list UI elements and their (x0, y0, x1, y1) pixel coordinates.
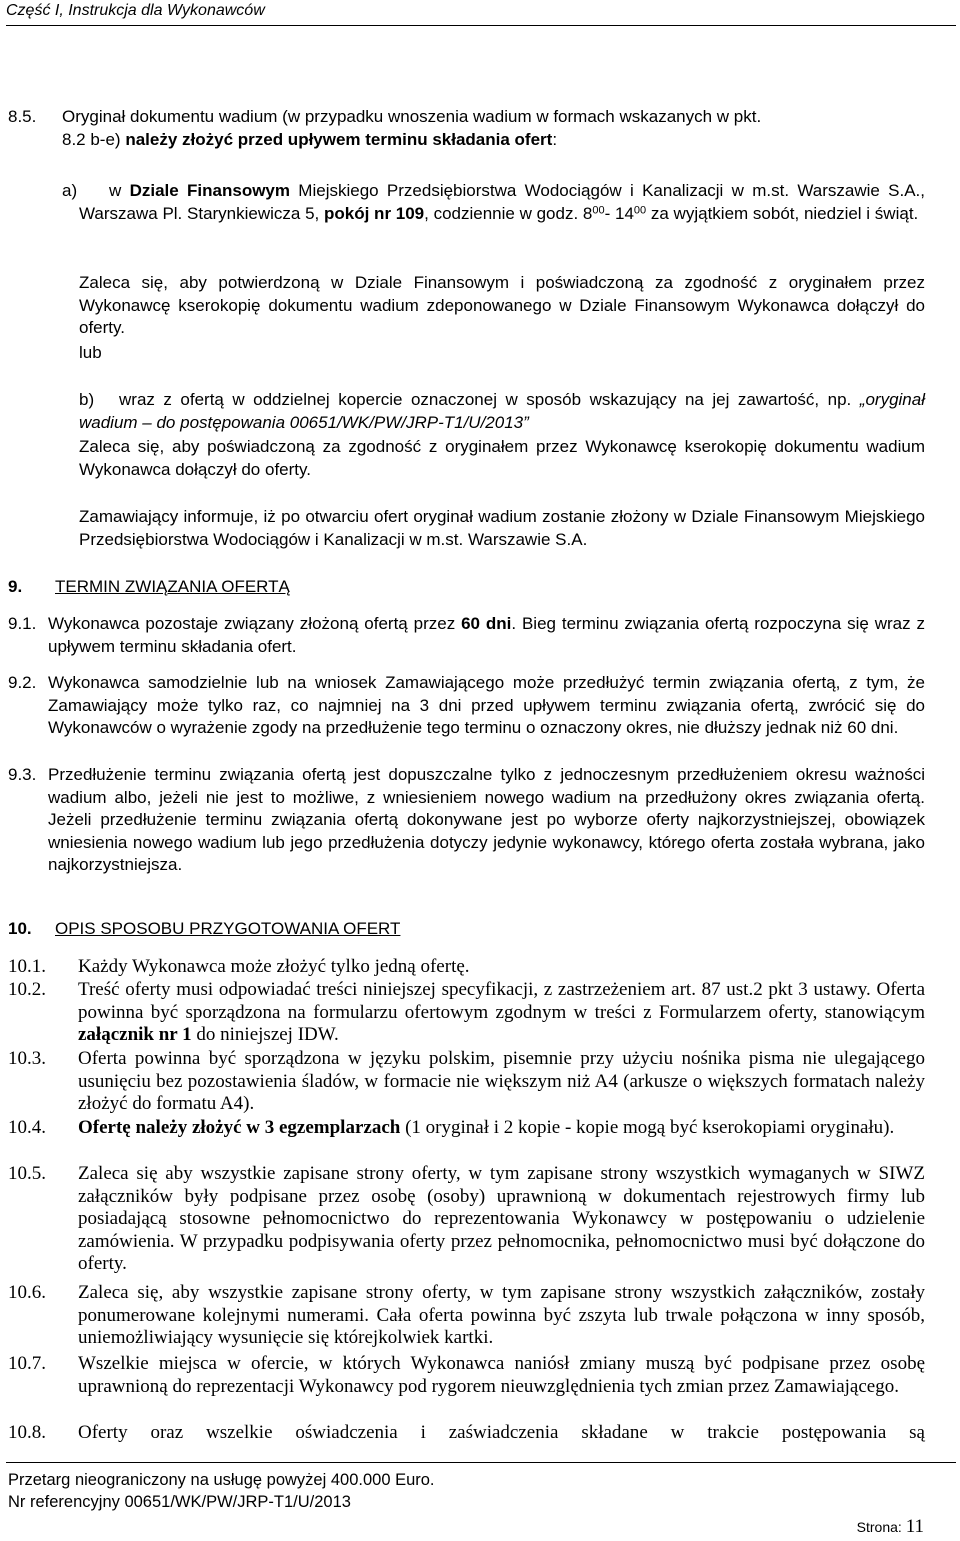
para-10-2-attachment: załącznik nr 1 (78, 1024, 192, 1046)
para-9-1-text (48, 613, 925, 658)
item-a-t6: - 14 (604, 203, 634, 223)
section-8-5-colon: : (552, 129, 558, 149)
item-b-t1: wraz z ofertą w oddzielnej kopercie oznaczonej w sposób wskazujący na jej zawartość, np. (119, 390, 860, 409)
para-10-4-b: (1 oryginał i 2 kopie - kopie mogą być kserokopiami oryginału). (400, 1117, 895, 1138)
item-b-recommendation: Zaleca się, aby poświadczoną za zgodność z oryginałem przez Wykonawcę kserokopię dokumentu wadium Wykonawca dołączył do oferty. (79, 437, 925, 479)
section-8-5-text (62, 106, 922, 151)
item-b-label: b) (79, 390, 95, 409)
para-10-1-text: Każdy Wykonawca może złożyć tylko jedną ofertę. (78, 956, 470, 977)
item-a-recommendation: Zaleca się, aby potwierdzoną w Dziale Finansowym i poświadczoną za zgodność z oryginałem przez Wykonawcę kserokopię dokumentu wadium zdeponowanego w Dziale Finansowym Wykonawca dołączył do oferty. (79, 273, 925, 338)
item-a-dept: Dziale Finansowym (129, 181, 290, 200)
para-10-8-number: 10.8. (8, 1422, 46, 1443)
para-9-2-number: 9.2. (8, 673, 37, 692)
item-b-marking: „oryginał wadium – do postępowania 00651/WK/PW/JRP-T1/U/2013” (79, 390, 925, 432)
page-number-value: 11 (905, 1516, 924, 1537)
para-9-3-number: 9.3. (8, 765, 37, 784)
footer-divider (6, 1462, 956, 1463)
para-9-1-days: 60 dni (461, 614, 512, 633)
para-10-2-c: do niniejszej IDW. (191, 1024, 339, 1046)
section-10-number: 10. (8, 919, 32, 938)
item-a-sup2: 00 (633, 204, 647, 217)
para-10-6-number: 10.6. (8, 1282, 46, 1303)
page-number (857, 1516, 924, 1538)
para-10-4-number: 10.4. (8, 1117, 46, 1138)
para-10-4-text (78, 1117, 925, 1140)
item-b-text (79, 389, 925, 434)
footer-tender: Przetarg nieograniczony na usługę powyżej 400.000 Euro. (8, 1471, 435, 1489)
item-a-room: pokój nr 109 (324, 203, 425, 223)
para-10-4-emphasis: Ofertę należy złożyć w 3 egzemplarzach (78, 1117, 401, 1138)
section-8-5-ref: 8.2 b-e) (62, 129, 126, 149)
para-10-6-text: Zaleca się, aby wszystkie zapisane strony oferty, w tym zapisane strony wszystkich załączników, zostały ponumerowane kolejnymi numerami. Cała oferta powinna być zszyta lub trwale połączona w inny sposób, uniemożliwiający wysunięcie się którejkolwiek kartki. (78, 1282, 925, 1349)
wadium-info: Zamawiający informuje, iż po otwarciu ofert oryginał wadium zostanie złożony w Dziale Finansowym Miejskiego Przedsiębiorstwa Wodociągów i Kanalizacji w m.st. Warszawie S.A. (79, 507, 925, 549)
section-10-title: OPIS SPOSOBU PRZYGOTOWANIA OFERT (55, 919, 401, 938)
para-10-2-number: 10.2. (8, 979, 46, 1000)
para-9-1-c: . Bieg terminu związania ofertą rozpoczyna się wraz z upływem terminu składania ofert. (48, 614, 925, 656)
item-a-or: lub (79, 343, 102, 362)
footer-reference: Nr referencyjny 00651/WK/PW/JRP-T1/U/2013 (8, 1493, 351, 1511)
para-10-8-text: Oferty oraz wszelkie oświadczenia i zaświadczenia składane w trakcie postępowania są (78, 1422, 925, 1443)
item-a-t5: , codziennie w godz. 8 (424, 203, 593, 223)
item-a-text (79, 180, 925, 225)
item-a-t7: za wyjątkiem sobót, niedziel i świąt. (646, 203, 919, 223)
item-a-t1: w (109, 181, 130, 200)
page-label: Strona: (856, 1519, 906, 1535)
para-10-3-number: 10.3. (8, 1048, 46, 1069)
para-10-2-a: Treść oferty musi odpowiadać treści niniejszej specyfikacji, z zastrzeżeniem art. 87 ust.2 pkt 3 ustawy. Oferta powinna być sporządzona na formularzu ofertowym zgodnym w treści z Formularzem oferty, stanowiącym (78, 979, 925, 1023)
para-10-7-number: 10.7. (8, 1353, 46, 1374)
para-9-1-a: Wykonawca pozostaje związany złożoną ofertą przez (48, 614, 462, 633)
section-8-5-number: 8.5. (8, 107, 37, 126)
para-9-3-text: Przedłużenie terminu związania ofertą jest dopuszczalne tylko z jednoczesnym przedłużeniem okresu ważności wadium albo, jeżeli nie jest to możliwe, z wniesieniem nowego wadium na przedłużony okres związania ofertą. Jeżeli przedłużenie terminu związania ofertą dokonywane jest po wyborze oferty najkorzystniejszej, obowiązek wniesienia nowego wadium lub jego przedłużenia dotyczy jedynie wykonawcy, którego oferta została wybrana, jako najkorzystniejsza. (48, 765, 925, 875)
item-a-sup1: 00 (592, 204, 605, 217)
para-10-5-number: 10.5. (8, 1163, 46, 1184)
para-10-2-text (78, 979, 925, 1047)
section-9-number: 9. (8, 577, 23, 596)
section-8-5-emphasis: należy złożyć przed upływem terminu składania ofert (125, 129, 553, 149)
para-10-3-text: Oferta powinna być sporządzona w języku polskim, pisemnie przy użyciu nośnika pisma nie ulegającego usunięciu bez pozostawienia śladów, w formacie nie większym niż A4 (arkusze o większych formatach należy złożyć do formatu A4). (78, 1048, 925, 1115)
para-10-1-number: 10.1. (8, 956, 46, 977)
document-header: Część I, Instrukcja dla Wykonawców (6, 2, 265, 19)
item-a-t3: Miejskiego Przedsiębiorstwa Wodociągów i Kanalizacji w m.st. Warszawie S.A., Warszawa Pl. Starynkiewicza 5, (79, 181, 925, 223)
para-10-5-text: Zaleca się aby wszystkie zapisane strony oferty, w tym zapisane strony wszystkich wymaganych w SIWZ załączników były podpisane przez osobę (osoby) uprawnioną w dokumentach rejestrowych firmy lub posiadającą stosowne pełnomocnictwo do reprezentowania Wykonawcy w postępowaniu o udzielenie zamówienia. W przypadku podpisywania oferty przez pełnomocnika, pełnomocnictwo musi być dołączone do oferty. (78, 1163, 925, 1275)
section-8-5-line1: Oryginał dokumentu wadium (w przypadku wnoszenia wadium w formach wskazanych w pkt. (62, 107, 762, 126)
section-9-title: TERMIN ZWIĄZANIA OFERTĄ (55, 577, 290, 596)
para-9-2-text: Wykonawca samodzielnie lub na wniosek Zamawiającego może przedłużyć termin związania ofertą, z tym, że Zamawiający może tylko raz, co najmniej na 3 dni przed upływem terminu związania ofertą, zwrócić się do Wykonawców o wyrażenie zgody na przedłużenie tego terminu o oznaczony okres, nie dłuższy jednak niż 60 dni. (48, 673, 925, 738)
header-divider (6, 25, 956, 26)
item-a-label: a) (62, 181, 78, 200)
para-10-7-text: Wszelkie miejsca w ofercie, w których Wykonawca naniósł zmiany muszą być podpisane przez osobę uprawnioną do reprezentacji Wykonawcy pod rygorem nieuwzględnienia tych zmian przez Zamawiającego. (78, 1353, 925, 1397)
para-9-1-number: 9.1. (8, 614, 37, 633)
